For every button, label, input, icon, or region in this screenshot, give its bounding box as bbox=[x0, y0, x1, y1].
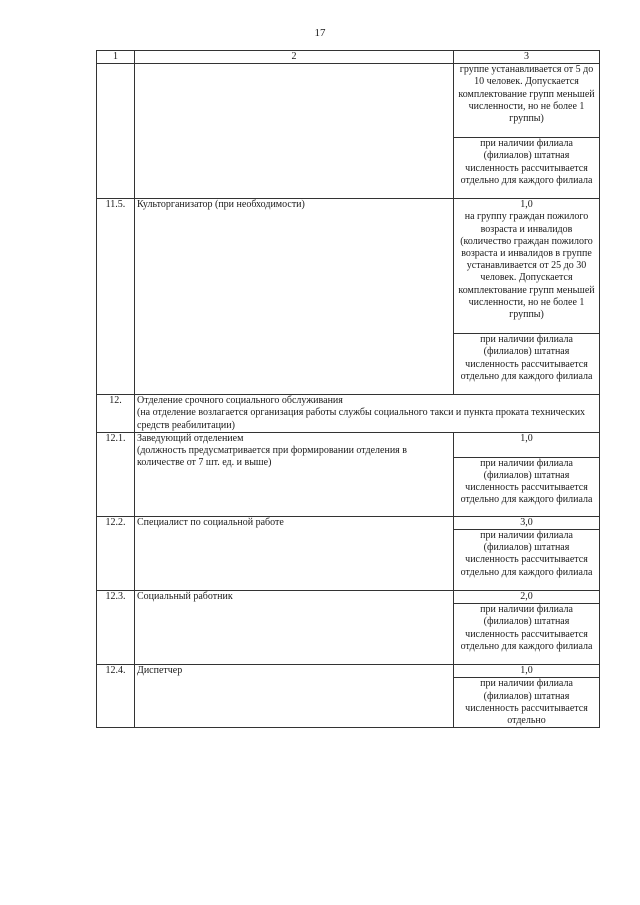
page-number: 17 bbox=[314, 27, 326, 39]
table-row bbox=[97, 199, 600, 334]
table-row bbox=[97, 665, 600, 678]
continuation-text: группе устанавливается от 5 до 10 человек. Допускается комплектование групп меньшей численности, но не более 1 группы) bbox=[454, 64, 600, 138]
row-number: 11.5. bbox=[97, 199, 135, 395]
staff-value: 1,0 bbox=[454, 665, 600, 678]
staffing-table bbox=[96, 50, 600, 728]
position-name: Специалист по социальной работе bbox=[135, 516, 454, 590]
table-row bbox=[97, 432, 600, 457]
staff-note: при наличии филиала (филиалов) штатная численность рассчитывается отдельно для каждого филиала bbox=[454, 530, 600, 591]
row-number: 12.4. bbox=[97, 665, 135, 728]
table-row bbox=[97, 516, 600, 529]
position-name: Диспетчер bbox=[135, 665, 454, 728]
header-col-3: 3 bbox=[454, 51, 600, 64]
table-row bbox=[97, 64, 600, 138]
row-number: 12.2. bbox=[97, 516, 135, 590]
section-title: Отделение срочного социального обслуживания (на отделение возлагается организация работы службы социального такси и пункта проката технических средств реабилитации) bbox=[135, 395, 600, 433]
staff-value: 1,0 на группу граждан пожилого возраста и инвалидов (количество граждан пожилого возраста и инвалидов в группе устанавливается от 25 до 30 человек. Допускается комплектование групп меньшей численности, но не более 1 группы) bbox=[454, 199, 600, 334]
row-number: 12.1. bbox=[97, 432, 135, 516]
section-row bbox=[97, 395, 600, 433]
position-name: Культорганизатор (при необходимости) bbox=[135, 199, 454, 395]
row-number: 12.3. bbox=[97, 591, 135, 665]
position-name: Заведующий отделением (должность предусматривается при формировании отделения в количестве от 7 шт. ед. и выше) bbox=[135, 432, 454, 516]
continuation-note: при наличии филиала (филиалов) штатная численность рассчитывается отдельно для каждого филиала bbox=[454, 138, 600, 199]
header-row bbox=[97, 51, 600, 64]
staff-note: при наличии филиала (филиалов) штатная численность рассчитывается отдельно для каждого филиала bbox=[454, 457, 600, 516]
header-col-2: 2 bbox=[135, 51, 454, 64]
staff-note: при наличии филиала (филиалов) штатная численность рассчитывается отдельно bbox=[454, 678, 600, 728]
staff-note: при наличии филиала (филиалов) штатная численность рассчитывается отдельно для каждого филиала bbox=[454, 334, 600, 395]
staff-value: 1,0 bbox=[454, 432, 600, 457]
staff-value: 2,0 bbox=[454, 591, 600, 604]
staff-note: при наличии филиала (филиалов) штатная численность рассчитывается отдельно для каждого филиала bbox=[454, 604, 600, 665]
staff-value: 3,0 bbox=[454, 516, 600, 529]
header-col-1: 1 bbox=[97, 51, 135, 64]
position-name: Социальный работник bbox=[135, 591, 454, 665]
section-number: 12. bbox=[97, 395, 135, 433]
table-row bbox=[97, 591, 600, 604]
